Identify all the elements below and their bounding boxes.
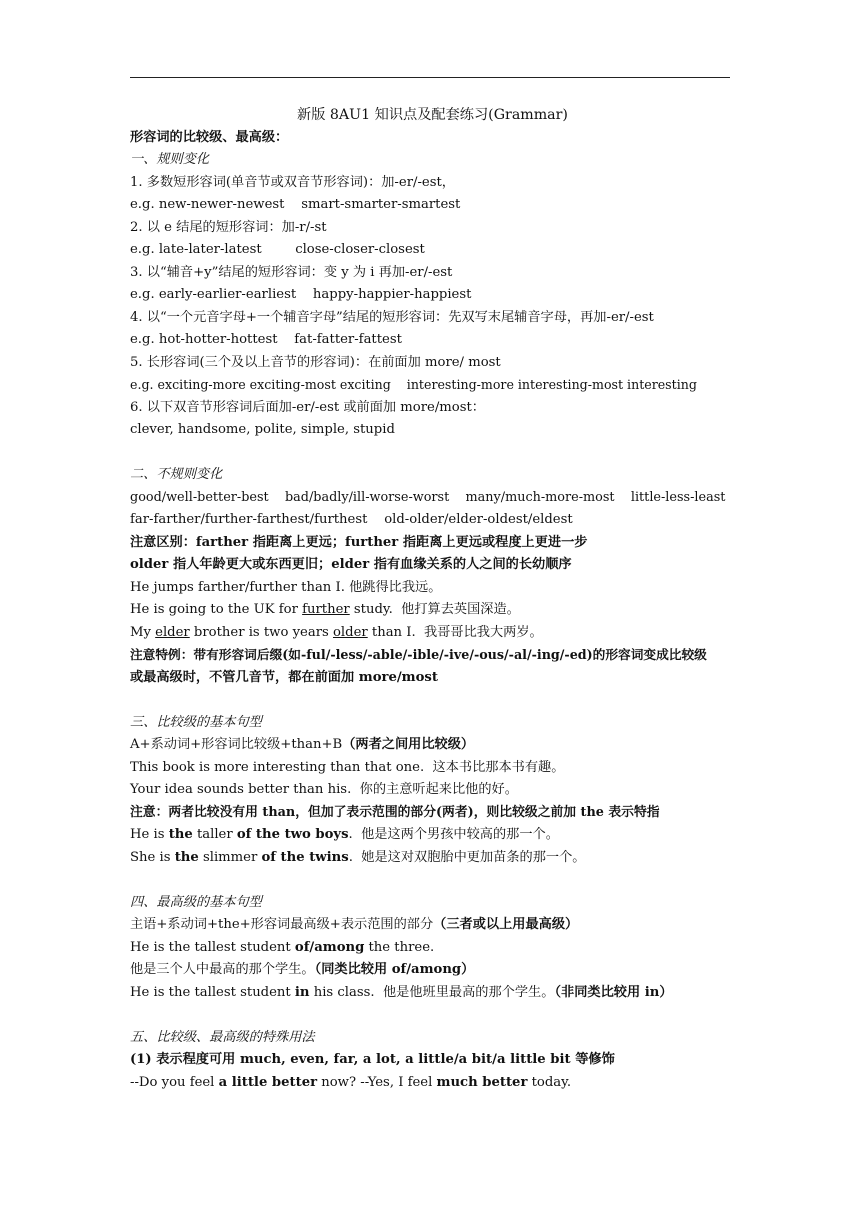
bold-run: （非同类比较用 in） xyxy=(554,984,673,1000)
text-run: brother is two years xyxy=(189,624,333,640)
rule-line: 1. 多数短形容词(单音节或双音节形容词)：加-er/-est， xyxy=(130,174,455,190)
spacer xyxy=(130,689,735,712)
example-line xyxy=(130,982,735,1005)
text-run: the three. xyxy=(364,939,435,955)
rule-line: 5. 长形容词(三个及以上音节的形容词)：在前面加 more/ most xyxy=(130,354,501,370)
example-line xyxy=(130,847,735,870)
text-run: now? --Yes, I feel xyxy=(317,1074,437,1090)
rule-line: 3. 以“辅音+y”结尾的短形容词：变 y 为 i 再加-er/-est xyxy=(130,264,453,280)
rule-line: (1) 表示程度可用 much, even, far, a lot, a little/a bit/a little bit 等修饰 xyxy=(130,1052,615,1067)
text-run: slimmer xyxy=(198,849,262,865)
example-line: far-farther/further-farthest/furthest old-older/elder-oldest/eldest xyxy=(130,512,573,527)
bold-run: （三者或以上用最高级） xyxy=(433,917,579,932)
bold-run: （同类比较用 of/among） xyxy=(314,962,475,977)
note-line: older 指人年龄更大或东西更旧；elder 指有血缘关系的人之间的长幼顺序 xyxy=(130,557,572,572)
example-line: This book is more interesting than that one. 这本书比那本书有趣。 xyxy=(130,759,565,775)
example-line xyxy=(130,622,735,645)
text-run: . 他是这两个男孩中较高的那一个。 xyxy=(348,827,559,842)
text-run: --Do you feel xyxy=(130,1074,219,1090)
example-line xyxy=(130,937,735,960)
note-line: 注意：两者比较没有用 than，但加了表示范围的部分(两者)，则比较级之前加 the 表示特指 xyxy=(130,804,660,820)
rule-line: 2. 以 e 结尾的短形容词：加-r/-st xyxy=(130,219,327,235)
section-heading: 四、最高级的基本句型 xyxy=(130,894,262,910)
text-run: He is going to the UK for xyxy=(130,602,303,617)
example-line xyxy=(130,959,735,982)
section-heading: 二、不规则变化 xyxy=(130,467,223,482)
text-run: A+系动词+形容词比较级+than+B xyxy=(130,737,343,752)
text-run: taller xyxy=(192,827,237,842)
rule-line: 4. 以“一个元音字母+一个辅音字母”结尾的短形容词：先双写末尾辅音字母，再加-er/-est xyxy=(130,309,654,325)
example-line: good/well-better-best bad/badly/ill-worse-worst many/much-more-most little-less-least xyxy=(130,489,726,505)
bold-run: （两者之间用比较级） xyxy=(342,737,475,752)
text-run: He is the tallest student xyxy=(130,984,295,1000)
underlined-word: elder xyxy=(155,624,190,640)
header-rule xyxy=(130,77,730,78)
example-line xyxy=(130,1072,735,1095)
spacer xyxy=(130,1004,735,1027)
example-line: He jumps farther/further than I. 他跳得比我远。 xyxy=(130,579,442,595)
text-run: She is xyxy=(130,849,175,865)
example-line xyxy=(130,824,735,847)
bold-run: a little better xyxy=(218,1074,318,1090)
example-line: e.g. early-earlier-earliest happy-happier-happiest xyxy=(130,287,472,302)
text-run: study. 他打算去英国深造。 xyxy=(349,602,520,617)
bold-run: of the two boys xyxy=(236,827,349,842)
document-title: 新版 8AU1 知识点及配套练习(Grammar) xyxy=(297,107,568,123)
example-line xyxy=(130,599,735,622)
example-line: e.g. hot-hotter-hottest fat-fatter-fattest xyxy=(130,332,402,347)
section-heading: 一、规则变化 xyxy=(130,152,210,167)
text-run: He is the tallest student xyxy=(130,939,295,955)
spacer xyxy=(130,869,735,892)
text-run: 主语+系动词+the+形容词最高级+表示范围的部分 xyxy=(130,917,434,932)
bold-run: of/among xyxy=(294,939,365,955)
example-line: clever, handsome, polite, simple, stupid xyxy=(130,422,395,437)
document-body xyxy=(130,104,735,1094)
example-line: e.g. new-newer-newest smart-smarter-smartest xyxy=(130,197,461,212)
bold-run: the xyxy=(168,827,193,842)
example-line: Your idea sounds better than his. 你的主意听起来比他的好。 xyxy=(130,782,518,797)
pattern-line xyxy=(130,914,735,937)
bold-run: the xyxy=(174,849,199,865)
text-run: . 她是这对双胞胎中更加苗条的那一个。 xyxy=(348,849,586,865)
text-run: today. xyxy=(527,1074,572,1090)
text-run: his class. 他是他班里最高的那个学生。 xyxy=(309,984,555,1000)
underlined-word: older xyxy=(332,624,368,640)
bold-run: in xyxy=(294,984,310,1000)
note-line: 注意特例：带有形容词后缀(如-ful/-less/-able/-ible/-ive/-ous/-al/-ing/-ed)的形容词变成比较级 xyxy=(130,647,707,662)
spacer xyxy=(130,442,735,465)
section-heading: 五、比较级、最高级的特殊用法 xyxy=(130,1029,315,1045)
text-run: He is xyxy=(130,827,169,842)
bold-run: much better xyxy=(436,1074,528,1090)
section-heading: 三、比较级的基本句型 xyxy=(130,714,262,730)
pattern-line xyxy=(130,734,735,757)
underlined-word: further xyxy=(302,602,350,617)
example-line: e.g. exciting-more exciting-most exciting interesting-more interesting-most interesting xyxy=(130,377,697,392)
text-run: 他是三个人中最高的那个学生。 xyxy=(130,962,315,977)
text-run: than I. 我哥哥比我大两岁。 xyxy=(367,624,543,640)
note-line: 或最高级时，不管几音节，都在前面加 more/most xyxy=(130,669,438,685)
example-line: e.g. late-later-latest close-closer-closest xyxy=(130,242,425,257)
rule-line: 6. 以下双音节形容词后面加-er/-est 或前面加 more/most： xyxy=(130,399,485,415)
note-line: 注意区别：farther 指距离上更远；further 指距离上更远或程度上更进一步 xyxy=(130,534,588,550)
document-subtitle: 形容词的比较级、最高级： xyxy=(130,129,289,145)
text-run: My xyxy=(130,624,156,640)
bold-run: of the twins xyxy=(261,849,349,865)
